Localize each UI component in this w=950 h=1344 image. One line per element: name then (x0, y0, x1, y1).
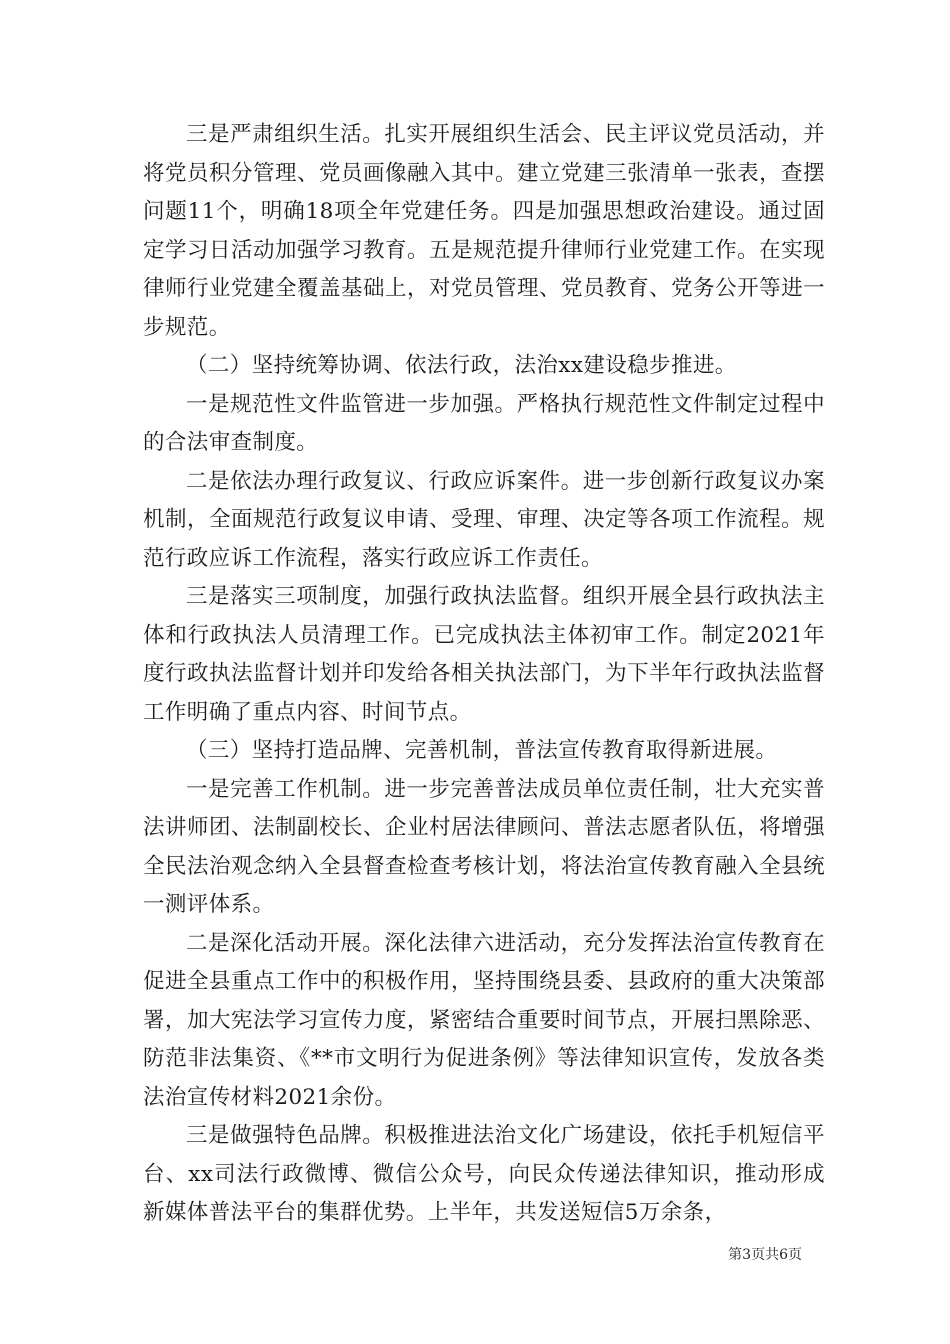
paragraph-activities: 二是深化活动开展。深化法律六进活动，充分发挥法治宣传教育在促进全县重点工作中的积极作用，坚持围绕县委、县政府的重大决策部署，加大宪法学习宣传力度，紧密结合重要时间节点，开展扫黑除恶、防范非法集资、《**市文明行为促进条例》等法律知识宣传，发放各类法治宣传材料2021余份。 (143, 930, 825, 1110)
paragraph-law-enforcement: 三是落实三项制度，加强行政执法监督。组织开展全县行政执法主体和行政执法人员清理工作。已完成执法主体初审工作。制定2021年度行政执法监督计划并印发给各相关执法部门，为下半年行政执法监督工作明确了重点内容、时间节点。 (143, 584, 825, 725)
section-heading-3: （三）坚持打造品牌、完善机制，普法宣传教育取得新进展。 (186, 738, 778, 763)
paragraph-org-life: 三是严肃组织生活。扎实开展组织生活会、民主评议党员活动，并将党员积分管理、党员画像融入其中。建立党建三张清单一张表，查摆问题11个，明确18项全年党建任务。四是加强思想政治建设。通过固定学习日活动加强学习教育。五是规范提升律师行业党建工作。在实现律师行业党建全覆盖基础上，对党员管理、党员教育、党务公开等进一步规范。 (143, 122, 825, 340)
paragraph-brand: 三是做强特色品牌。积极推进法治文化广场建设，依托手机短信平台、xx司法行政微博、微信公众号，向民众传递法律知识，推动形成新媒体普法平台的集群优势。上半年，共发送短信5万余条， (143, 1123, 825, 1225)
paragraph-admin-review: 二是依法办理行政复议、行政应诉案件。进一步创新行政复议办案机制，全面规范行政复议申请、受理、审理、决定等各项工作流程。规范行政应诉工作流程，落实行政应诉工作责任。 (143, 468, 825, 571)
document-body (143, 116, 825, 1233)
section-heading-2: （二）坚持统筹协调、依法行政，法治xx建设稳步推进。 (186, 353, 737, 378)
page-number-footer: 第3页共6页 (728, 1247, 802, 1263)
paragraph-work-mechanism: 一是完善工作机制。进一步完善普法成员单位责任制，壮大充实普法讲师团、法制副校长、企业村居法律顾问、普法志愿者队伍，将增强全民法治观念纳入全县督查检查考核计划，将法治宣传教育融入全县统一测评体系。 (143, 776, 825, 917)
paragraph-normative-docs: 一是规范性文件监管进一步加强。严格执行规范性文件制定过程中的合法审查制度。 (143, 391, 825, 455)
